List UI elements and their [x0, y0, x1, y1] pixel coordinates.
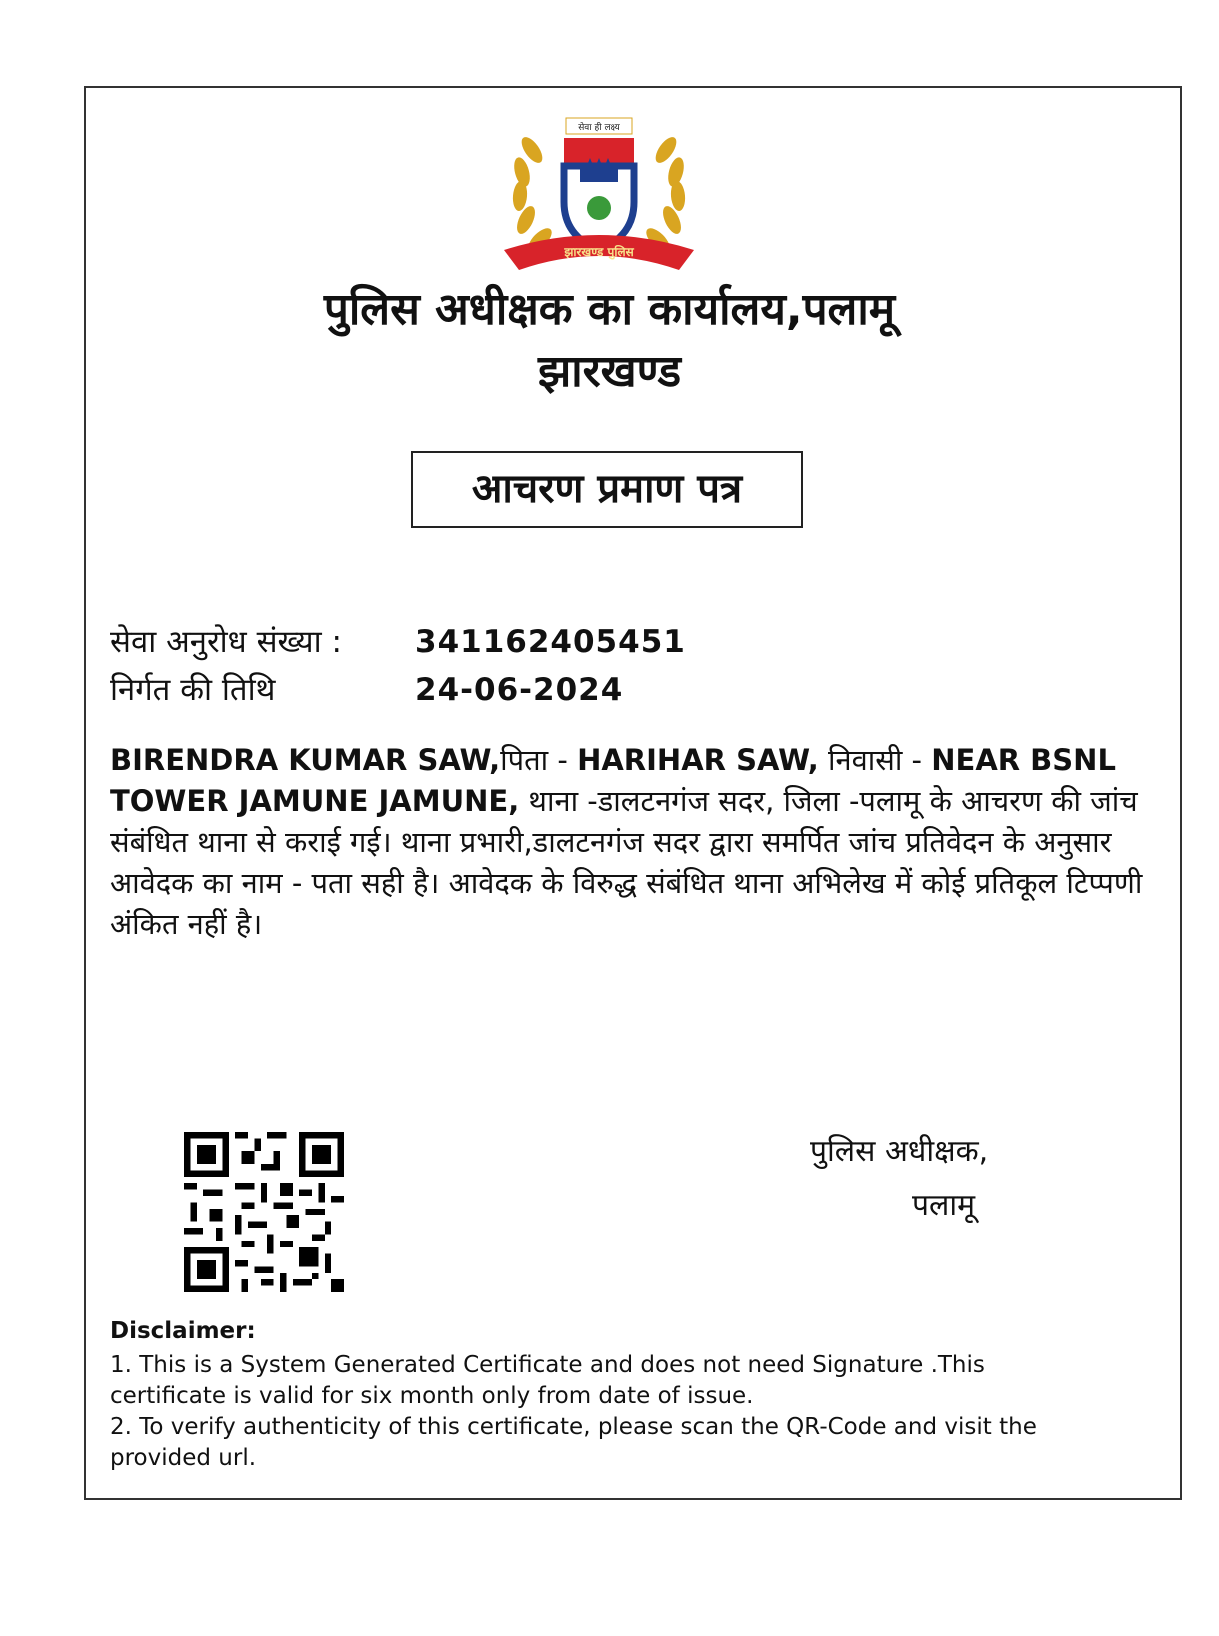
resident-label: निवासी -	[818, 743, 932, 777]
qr-code[interactable]	[184, 1132, 344, 1292]
body-remainder: थाना -डालटनगंज सदर, जिला -पलामू के आचरण की जांच संबंधित थाना से कराई गई। थाना प्रभारी,डालटनगंज सदर द्वारा समर्पित जांच प्रतिवेदन के अनुसार आवेदक का नाम - पता सही है। आवेदक के विरुद्ध संबंधित थाना अभिलेख में कोई प्रतिकूल टिप्पणी अंकित नहीं है।	[110, 784, 1143, 941]
service-request-row	[110, 622, 686, 662]
disclaimer-heading: Disclaimer:	[110, 1318, 256, 1344]
certificate-body	[110, 740, 1160, 945]
father-name: HARIHAR SAW,	[577, 743, 819, 777]
signatory-title: पुलिस अधीक्षक,	[810, 1134, 989, 1169]
service-request-number: 341162405451	[415, 624, 686, 660]
disclaimer-item-2: 2. To verify authenticity of this certificate, please scan the QR-Code and visit the provided url.	[110, 1414, 1037, 1471]
emblem-motto: सेवा ही लक्ष्य	[578, 123, 620, 133]
issue-date-row	[110, 670, 623, 710]
office-title: पुलिस अधीक्षक का कार्यालय,पलामू	[323, 284, 896, 335]
jharkhand-police-emblem	[494, 110, 704, 290]
disclaimer-item-1: 1. This is a System Generated Certificate and does not need Signature .This certificate is valid for six month only from date of issue.	[110, 1352, 985, 1409]
father-label: पिता -	[500, 743, 578, 777]
service-request-label: सेवा अनुरोध संख्या :	[110, 624, 342, 660]
applicant-name: BIRENDRA KUMAR SAW,	[110, 743, 501, 777]
issue-date-label: निर्गत की तिथि	[110, 672, 276, 708]
emblem-ribbon-text: झारखण्ड पुलिस	[564, 245, 634, 259]
issue-date-value: 24-06-2024	[415, 672, 624, 708]
office-state: झारखण्ड	[537, 346, 682, 397]
certificate-title: आचरण प्रमाण पत्र	[411, 451, 803, 528]
applicant-address: NEAR BSNL TOWER JAMUNE JAMUNE,	[110, 743, 1116, 818]
signatory-district: पलामू	[912, 1188, 976, 1223]
